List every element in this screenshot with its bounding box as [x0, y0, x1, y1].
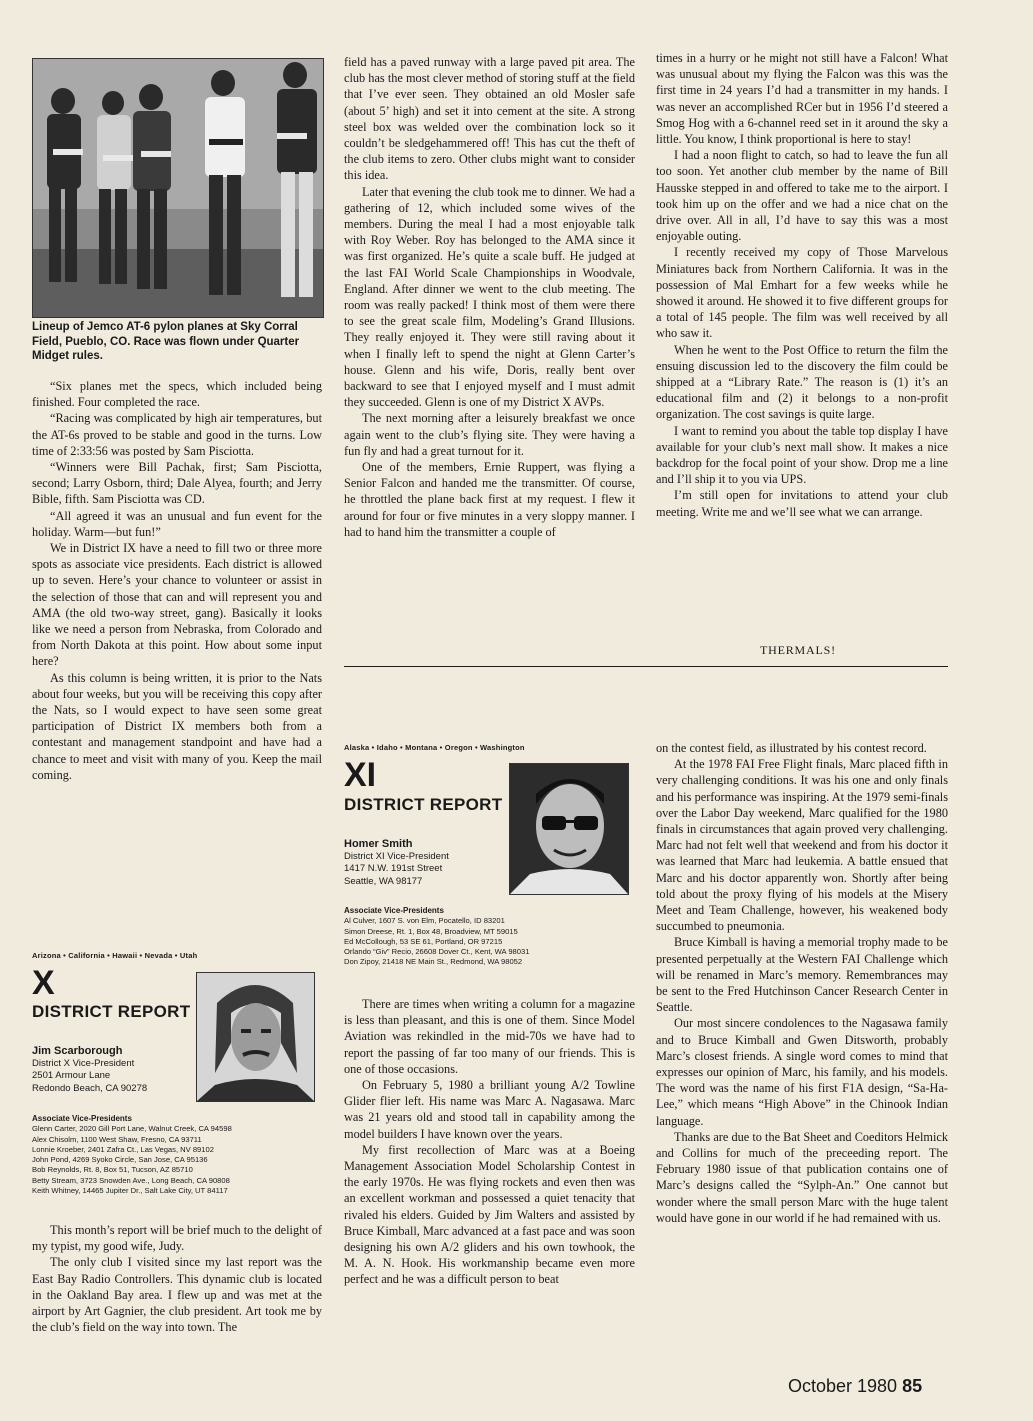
photo-caption: Lineup of Jemco AT-6 pylon planes at Sky Corral Field, Pueblo, CO. Race was flown under Quarter Midget rules. [32, 321, 300, 362]
pylon-racers-photo-graphic [33, 59, 323, 317]
paragraph: “Six planes met the specs, which included being finished. Four completed the race. [32, 379, 322, 410]
paragraph: “Racing was complicated by high air temperatures, but the AT-6s proved to be stable and good in the turns. Low time of 2:33:56 was posted by Sam Pisciotta. [32, 411, 322, 458]
assoc-line: Betty Stream, 3723 Snowden Ave., Long Beach, CA 90808 [32, 1175, 230, 1185]
homer-smith-portrait-graphic [510, 764, 628, 894]
paragraph: The next morning after a leisurely breakfast we once again went to the club’s flying site. They were having a fun fly and had a great turnout for it. [344, 411, 635, 458]
paragraph: Bruce Kimball is having a memorial trophy made to be presented perpetually at the Western FAI Challenge which will be renamed in Marc’s memory. Remembrances may be sent to the Fred Hutchinson Cancer Research Center in Seattle. [656, 935, 948, 1015]
assoc-line: Ed McCollough, 53 SE 61, Portland, OR 97215 [344, 936, 503, 946]
vp-title: District X Vice-President [32, 1057, 135, 1069]
assoc-line: Don Zipoy, 21418 NE Main St., Redmond, WA 98052 [344, 957, 523, 967]
paragraph: on the contest field, as illustrated by his contest record. [656, 741, 927, 755]
vp-title: District XI Vice-President [344, 850, 449, 862]
vp-name: Homer Smith [344, 838, 413, 850]
district-x-associates [32, 1114, 232, 1196]
paragraph: There are times when writing a column for a magazine is less than pleasant, and this is one of them. Since Model Aviation was rekindled in the mid-70s we have had to report the passing of far too many of our friends. This is one of those occasions. [344, 997, 635, 1076]
district-x-vp [32, 1045, 147, 1095]
paragraph: “All agreed it was an unusual and fun event for the holiday. Warm—but fun!” [32, 508, 322, 539]
paragraph: I want to remind you about the table top display I have available for your club’s next mall show. It makes a nice backdrop for the focal point of your show. Drop me a line and I’ll ship it to you via UPS. [656, 423, 948, 487]
district-xi-text-col3 [656, 740, 948, 1226]
assoc-line: Glenn Carter, 2020 Gill Port Lane, Walnut Creek, CA 94598 [32, 1124, 232, 1134]
assoc-line: Lonnie Kroeber, 2401 Zafra Ct., Las Vegas, NV 89102 [32, 1144, 214, 1154]
paragraph: Later that evening the club took me to dinner. We had a gathering of 12, which included some wives of the members. During the meal I had a most enjoyable talk with Roy Weber. Roy has belonged to the AMA since it was first organized. He’s quite a scale buff. He judged at the last FAI World Scale Championships in Woodvale, England. After dinner we went to the club meeting. The room was really packed! I think most of them were there to see the great scale film, Modeling’s Grand Illusions. They really enjoyed it. They were still raving about it when I finally left to spend the night at Glenn Carter’s house. Glenn and his wife, Doris, really bent over backward to see that I enjoyed myself and I must admit they succeeded. Glenn is one of my District X AVPs. [344, 184, 635, 410]
vp-address-line: Redondo Beach, CA 90278 [32, 1082, 148, 1094]
paragraph: The only club I visited since my last report was the East Bay Radio Controllers. This dynamic club is located in the Oakland Bay area. I flew up and was met at the airport by Art Gagnier, the club president. Art took me by the club’s field on the way into town. The [32, 1255, 322, 1335]
paragraph: I’m still open for invitations to attend your club meeting. Write me and we’ll see what we can arrange. [656, 488, 948, 519]
jim-scarborough-portrait-graphic [197, 973, 314, 1101]
column-1-text [32, 378, 322, 783]
paragraph: As this column is being written, it is prior to the Nats about four weeks, but you will be receiving this copy after the Nats, so I would expect to have seen some great participation of District IX members both from a contestant and management standpoint and have had a chance to meet and visit with many of you. Keep the mail coming. [32, 670, 322, 782]
district-x-states: Arizona • California • Hawaii • Nevada • Utah [32, 951, 198, 960]
paragraph: Thanks are due to the Bat Sheet and Coeditors Helmick and Collins for much of the preceeding report. The February 1980 issue of that publication contains one of Marc’s designs called the “Sylph-An.” One cannot but wonder where the small person Marc with the huge talent would have gone in our world if he had remained with us. [656, 1129, 948, 1225]
assoc-line: Simon Dreese, Rt. 1, Box 48, Broadview, MT 59015 [344, 926, 518, 936]
assoc-line: Orlando “Giv” Recio, 26608 Dover Ct., Kent, WA 98031 [344, 947, 530, 957]
paragraph: I had a noon flight to catch, so had to leave the fun all too soon. Yet another club member by the name of Bill Hausske stepped in and offered to take me to the airport. I took him up on the offer and we had a nice chat on the drive over. All in all, I’d have to say this was a most enjoyable outing. [656, 148, 948, 244]
district-xi-numeral: XI [344, 756, 377, 794]
paragraph: One of the members, Ernie Ruppert, was flying a Senior Falcon and handed me the transmitter. Of course, he throttled the plane back first at my request. I flew it around for four or five minutes in a very sloppy manner. I had to hand him the transmitter a couple of [344, 460, 635, 539]
homer-smith-portrait [509, 763, 629, 895]
assoc-line: John Pond, 4269 Syoko Circle, San Jose, CA 95136 [32, 1155, 208, 1165]
paragraph: We in District IX have a need to fill two or three more spots as associate vice presidents. Each district is allowed up to seven. Here’s your chance to volunteer or assist in the selection of those that can and will represent you and AMA (the old two-way street, gang). Basically it looks like we need a person from Nebraska, from Colorado and from North Dakota at this point. How about some input here? [32, 541, 322, 669]
assoc-line: Keith Whitney, 14465 Jupiter Dr., Salt Lake City, UT 84117 [32, 1186, 228, 1196]
vp-address-line: 2501 Armour Lane [32, 1070, 111, 1082]
paragraph: On February 5, 1980 a brilliant young A/2 Towline Glider flier left. His name was Marc A. Nagasawa. Marc was 21 years old and stood tall in capability among the model builders I have known over the years. [344, 1078, 635, 1141]
assoc-heading: Associate Vice-Presidents [344, 906, 444, 915]
jim-scarborough-portrait [196, 972, 315, 1102]
district-x-numeral: X [32, 964, 55, 1002]
paragraph: I recently received my copy of Those Marvelous Miniatures back from Northern California. It was in the possession of Mal Emhart for a few weeks while he showed it around. He showed it to five different groups for a total of 145 people. The film was well received by all who saw it. [656, 245, 948, 341]
paragraph: This month’s report will be brief much to the delight of my typist, my good wife, Judy. [32, 1223, 322, 1254]
district-xi-vp [344, 838, 449, 888]
district-xi-text-col2 [344, 996, 635, 1288]
column-3-text [656, 50, 948, 520]
paragraph: When he went to the Post Office to return the film the ensuing discussion led to the discovery the film could be shipped at a “Library Rate.” The reason is (1) it’s an educational film and (2) it belongs to a non-profit organization. The cost savings is quite large. [656, 342, 948, 422]
district-xi-associates [344, 906, 529, 968]
column-2-text [344, 54, 635, 540]
page-footer [788, 1376, 922, 1397]
issue-date: October 1980 [788, 1376, 898, 1396]
pylon-racers-photo [32, 58, 324, 318]
section-divider [344, 666, 948, 667]
assoc-line: Alex Chisolm, 1100 West Shaw, Fresno, CA 93711 [32, 1134, 202, 1144]
assoc-line: Bob Reynolds, Rt. 8, Box 51, Tucson, AZ 85710 [32, 1165, 193, 1175]
paragraph: times in a hurry or he might not still have a Falcon! What was unusual about my flying the Falcon was this was the first time in 24 years I’d had a transmitter in my hands. I was never an accomplished RCer but in 1956 I’d steered a Smog Hog with a 6-channel reed set in it around the sky a little. You know, I think proportional is here to stay! [656, 51, 948, 147]
vp-name: Jim Scarborough [32, 1045, 123, 1057]
paragraph: field has a paved runway with a large paved pit area. The club has the most clever method of storing stuff at the field that I’ve ever seen. They obtained an old Mosler safe (about 5’ high) and set it into cement at the site. A strong steel box was welded over the combination lock so it couldn’t be sledgehammered off! This has cut the theft of the club items to zero. Other clubs might want to consider this idea. [344, 55, 635, 183]
district-x-title: DISTRICT REPORT [32, 1002, 191, 1021]
assoc-heading: Associate Vice-Presidents [32, 1114, 132, 1123]
assoc-line: Al Culver, 1607 S. von Elm, Pocatello, ID 83201 [344, 916, 505, 926]
paragraph: At the 1978 FAI Free Flight finals, Marc placed fifth in very challenging conditions. It was his one and only finals and his performance was inspiring. At the 1979 semi-finals over the Labor Day weekend, Marc qualified for the 1980 finals in circumstances that again proved very challenging. Marc had not felt well that weekend and from his doctor it was learned that Marc had leukemia. A battle ensued that Marc and his doctor apparently won. Shortly after being told about the proxy flying of his models at the Misery Meet and Team Challenge, however, his weakened body succumbed to pneumonia. [656, 757, 948, 934]
paragraph: My first recollection of Marc was at a Boeing Management Association Model Scholarship Contest in the early 1970s. He was flying rockets and even then was an excellent workman and possessed a quiet tenacity that rivaled his elders. Guided by Jim Walters and assisted by Bruce Kimball, Marc advanced at a fast pace and was soon designing his own A/2 gliders and his own towhook, the M. A. N. Hook. His workmanship became even more perfect and he was a difficult person to beat [344, 1142, 635, 1287]
paragraph: “Winners were Bill Pachak, first; Sam Pisciotta, second; Larry Osborn, third; Dale Alyea, fourth; and Jerry Bible, fifth. Sam Pisciotta was CD. [32, 460, 322, 507]
district-x-text [32, 1222, 322, 1335]
vp-address-line: Seattle, WA 98177 [344, 875, 423, 887]
signoff: THERMALS! [760, 643, 836, 657]
district-xi-title: DISTRICT REPORT [344, 795, 503, 814]
district-xi-states: Alaska • Idaho • Montana • Oregon • Washington [344, 743, 525, 752]
paragraph: Our most sincere condolences to the Nagasawa family and to Bruce Kimball and Gwen Ditsworth, probably Marc’s closest friends. A single word comes to mind that expresses our opinion of Marc, his family, and his models. The word was the name of his first F1A design, “Sa-Ha-Lee,” which means “High Above” in the Chinook Indian language. [656, 1016, 948, 1128]
vp-address-line: 1417 N.W. 191st Street [344, 863, 443, 875]
page-number: 85 [902, 1376, 923, 1396]
